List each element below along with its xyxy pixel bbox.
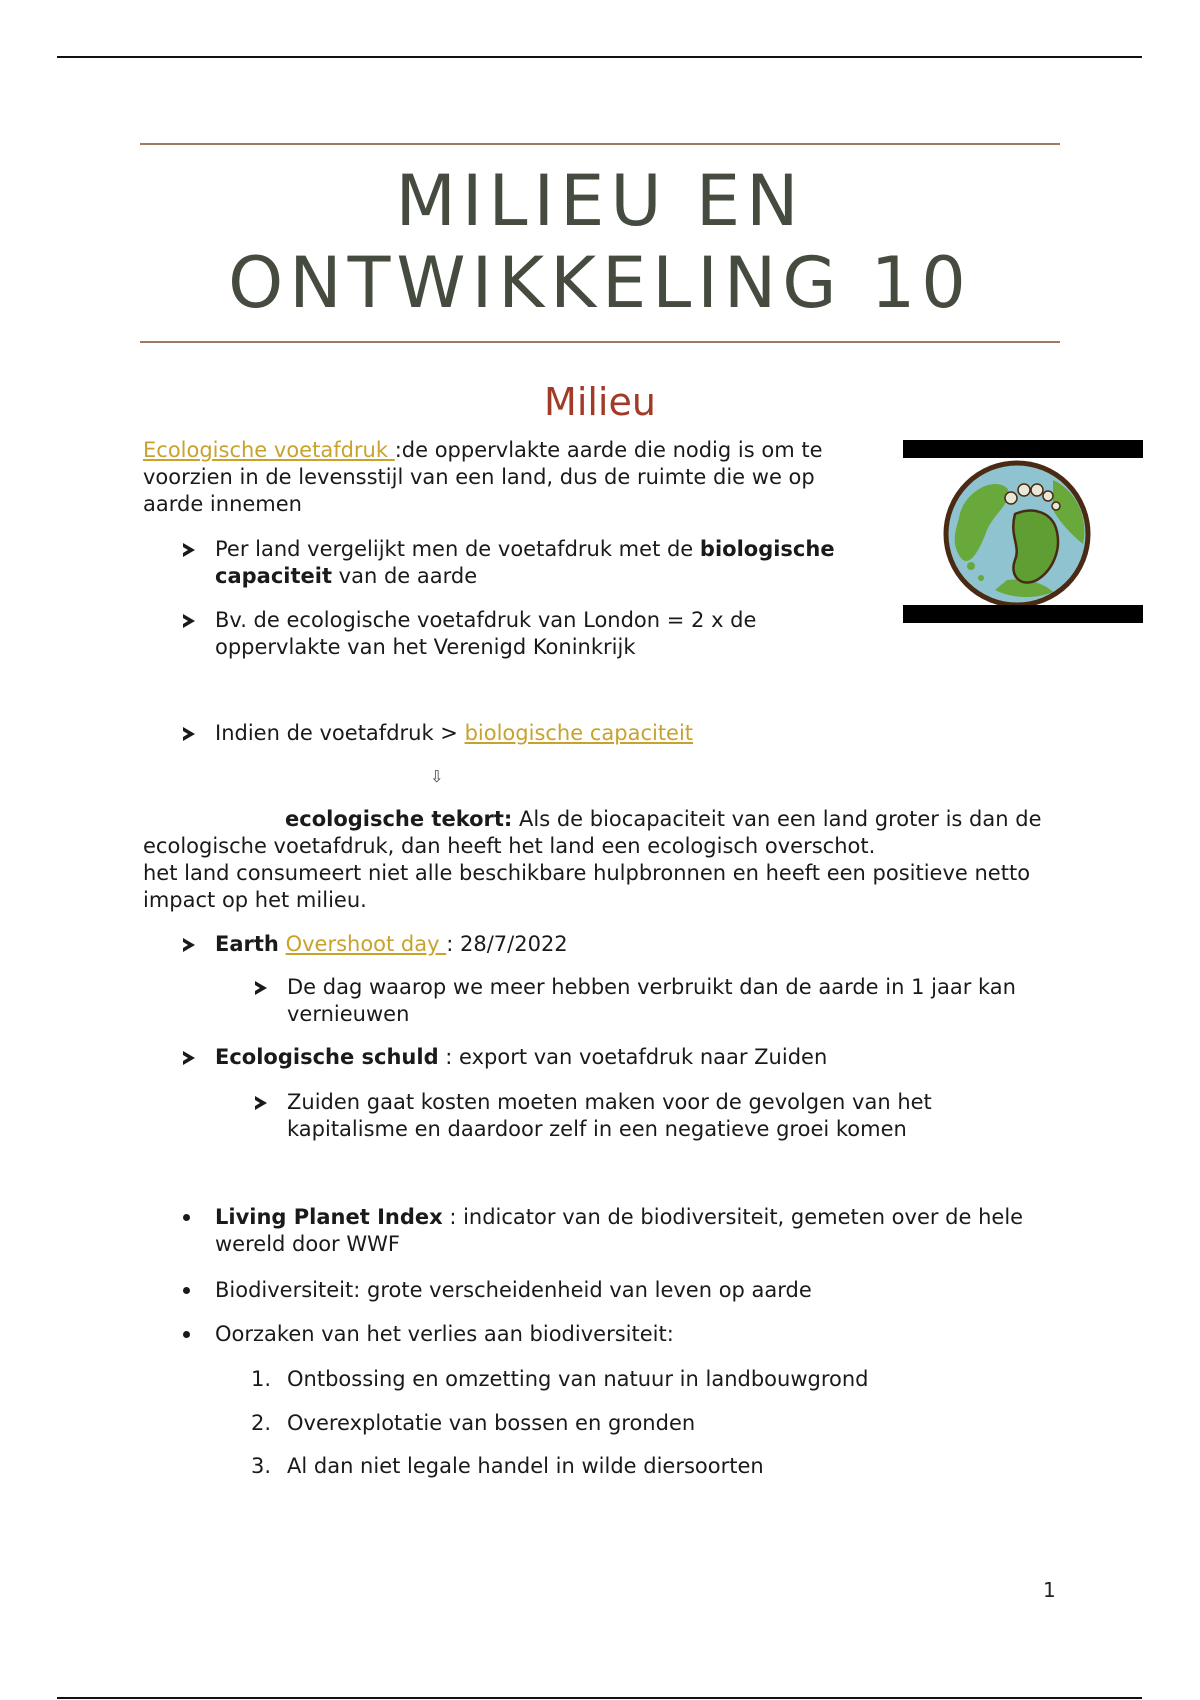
- overshoot-line: Earth Overshoot day : 28/7/2022: [215, 932, 568, 956]
- dot-bullet: [183, 1331, 190, 1338]
- arrow-bullet-icon: [255, 981, 267, 995]
- title-line-2: ONTWIKKELING 10: [228, 242, 972, 324]
- tekort-line-3: het land consumeert niet alle beschikbare hulpbronnen en heeft een positieve netto: [143, 861, 1031, 885]
- list-item: Al dan niet legale handel in wilde diersoorten: [287, 1454, 764, 1478]
- arrow-bullet-icon: [183, 938, 195, 952]
- tekort-line-4: impact op het milieu.: [143, 888, 367, 912]
- page-bottom-rule: [57, 1697, 1142, 1699]
- schuld-line: Ecologische schuld : export van voetafdruk naar Zuiden: [215, 1045, 828, 1069]
- oorzaken-heading: Oorzaken van het verlies aan biodiversiteit:: [215, 1322, 674, 1346]
- definition-term-link[interactable]: Ecologische voetafdruk: [143, 438, 395, 462]
- definition-line-3: aarde innemen: [143, 492, 302, 516]
- title-bottom-rule: [140, 341, 1060, 343]
- list-item: Ontbossing en omzetting van natuur in landbouwgrond: [287, 1367, 869, 1391]
- biodiversiteit-line: Biodiversiteit: grote verscheidenheid van leven op aarde: [215, 1278, 812, 1302]
- page-number: 1: [1043, 1578, 1056, 1602]
- image-bottom-bar: [903, 605, 1143, 623]
- list-item: Overexplotatie van bossen en gronden: [287, 1411, 696, 1435]
- bullet-2-line-1: Bv. de ecologische voetafdruk van London = 2 x de: [215, 608, 757, 632]
- earth-footprint-icon: [903, 440, 1143, 623]
- title-line-1: MILIEU EN: [395, 160, 805, 242]
- list-item-number: 1.: [251, 1367, 272, 1391]
- bullet-3-line: Indien de voetafdruk > biologische capaciteit: [215, 721, 694, 745]
- overshoot-sub-line-1: De dag waarop we meer hebben verbruikt dan de aarde in 1 jaar kan: [287, 975, 1016, 999]
- bullet-2-line-2: oppervlakte van het Verenigd Koninkrijk: [215, 635, 636, 659]
- arrow-bullet-icon: [255, 1096, 267, 1110]
- earth-footprint-image: [903, 440, 1143, 623]
- tekort-line-2: ecologische voetafdruk, dan heeft het land een ecologisch overschot.: [143, 834, 876, 858]
- arrow-bullet-icon: [183, 727, 195, 741]
- biologische-capaciteit-link[interactable]: biologische capaciteit: [464, 721, 694, 745]
- lpi-line-2: wereld door WWF: [215, 1232, 400, 1256]
- page-top-rule: [57, 56, 1142, 58]
- tekort-line-1: ecologische tekort: Als de biocapaciteit van een land groter is dan de: [285, 807, 1042, 831]
- overshoot-sub-line-2: vernieuwen: [287, 1002, 410, 1026]
- arrow-bullet-icon: [183, 614, 195, 628]
- definition-line-2: voorzien in de levensstijl van een land, dus de ruimte die we op: [143, 465, 815, 489]
- dot-bullet: [183, 1287, 190, 1294]
- down-arrow-icon: ⇩: [430, 767, 444, 786]
- lpi-line-1: Living Planet Index : indicator van de biodiversiteit, gemeten over de hele: [215, 1205, 1024, 1229]
- dot-bullet: [183, 1214, 190, 1221]
- list-item-number: 3.: [251, 1454, 272, 1478]
- page-title: [140, 160, 1060, 324]
- overshoot-day-link[interactable]: Overshoot day: [285, 932, 447, 956]
- list-item-number: 2.: [251, 1411, 272, 1435]
- bullet-1-line-1: Per land vergelijkt men de voetafdruk met de biologische: [215, 537, 835, 561]
- bullet-1-line-2: capaciteit van de aarde: [215, 564, 478, 588]
- schuld-sub-line-1: Zuiden gaat kosten moeten maken voor de gevolgen van het: [287, 1090, 932, 1114]
- schuld-sub-line-2: kapitalisme en daardoor zelf in een negatieve groei komen: [287, 1117, 907, 1141]
- section-heading: Milieu: [544, 380, 656, 424]
- arrow-bullet-icon: [183, 1051, 195, 1065]
- arrow-bullet-icon: [183, 543, 195, 557]
- definition-line-1: Ecologische voetafdruk :de oppervlakte aarde die nodig is om te: [143, 438, 823, 462]
- title-top-rule: [140, 143, 1060, 145]
